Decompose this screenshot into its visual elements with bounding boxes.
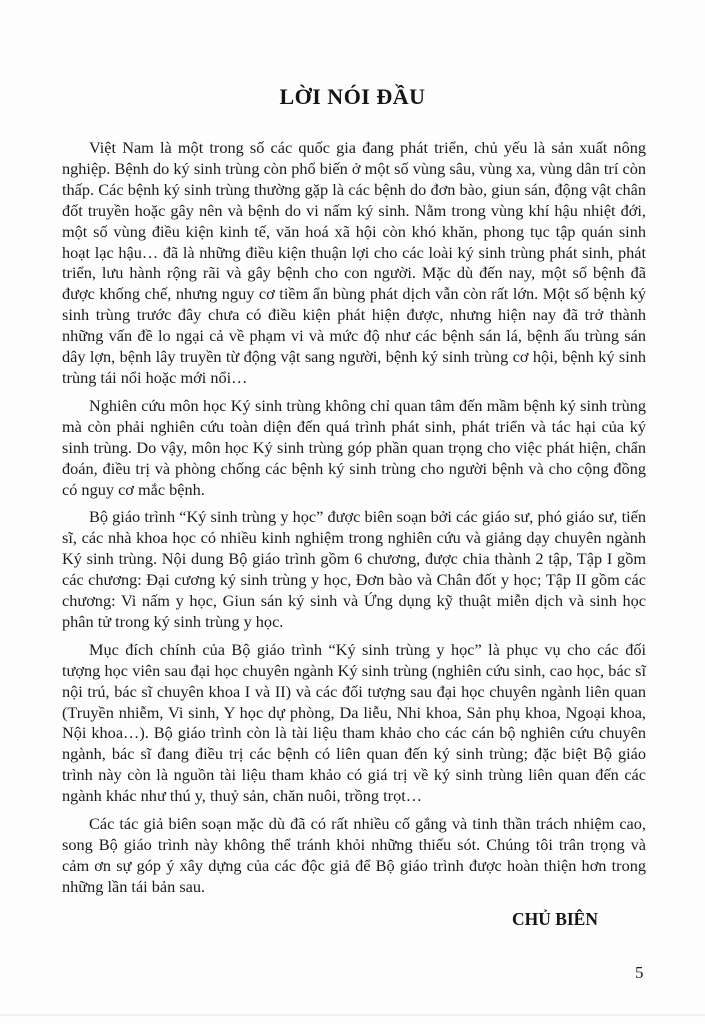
scan-bottom-edge bbox=[0, 1014, 705, 1016]
paragraph-closing: Các tác giả biên soạn mặc dù đã có rất nhiều cố gắng và tinh thần trách nhiệm cao, song Bộ giáo trình này không thể tránh khỏi những thiếu sót. Chúng tôi trân trọng và cảm ơn sự góp ý xây dựng của các độc giả để Bộ giáo trình được hoàn thiện hơn trong những lần tái bản sau. bbox=[62, 814, 646, 896]
page-number: 5 bbox=[635, 963, 644, 982]
paragraph-purpose: Mục đích chính của Bộ giáo trình “Ký sinh trùng y học” là phục vụ cho các đối tượng học viên sau đại học chuyên ngành Ký sinh trùng (nghiên cứu sinh, cao học, bác sĩ nội trú, bác sĩ chuyên khoa I và II) và các đối tượng sau đại học chuyên ngành liên quan (Truyền nhiễm, Vi sinh, Y học dự phòng, Da liễu, Nhi khoa, Sản phụ khoa, Ngoại khoa, Nội khoa…). Bộ giáo trình còn là tài liệu tham khảo cho các cán bộ nghiên cứu chuyên ngành, bác sĩ đang điều trị các bệnh có liên quan đến ký sinh trùng; đặc biệt Bộ giáo trình này còn là nguồn tài liệu tham khảo có giá trị về ký sinh trùng liên quan đến các ngành khác như thú y, thuỷ sản, chăn nuôi, trồng trọt… bbox=[62, 639, 646, 806]
signature-editor-in-chief: CHỦ BIÊN bbox=[511, 908, 598, 929]
paragraph-intro: Việt Nam là một trong số các quốc gia đang phát triển, chủ yếu là sản xuất nông nghiệp. Bệnh do ký sinh trùng còn phổ biến ở một số vùng sâu, vùng xa, vùng dân trí còn thấp. Các bệnh ký sinh trùng thường gặp là các bệnh do đơn bào, giun sán, động vật chân đốt truyền hoặc gây nên và bệnh do vi nấm ký sinh. Nằm trong vùng khí hậu nhiệt đới, một số vùng điều kiện kinh tế, văn hoá xã hội còn khó khăn, phong tục tập quán sinh hoạt lạc hậu… đã là những điều kiện thuận lợi cho các loài ký sinh trùng phát sinh, phát triển, lưu hành rộng rãi và gây bệnh cho con người. Mặc dù đến nay, một số bệnh đã được khống chế, nhưng nguy cơ tiềm ẩn bùng phát dịch vẫn còn rất lớn. Một số bệnh ký sinh trùng trước đây chưa có điều kiện phát hiện được, nhưng hiện nay đã trở thành những vấn đề lo ngại cả về phạm vi và mức độ như các bệnh sán lá, bệnh ấu trùng sán dây lợn, bệnh lây truyền từ động vật sang người, bệnh ký sinh trùng cơ hội, bệnh ký sinh trùng tái nổi hoặc mới nổi… bbox=[62, 138, 646, 387]
paragraph-textbook-structure: Bộ giáo trình “Ký sinh trùng y học” được biên soạn bởi các giáo sư, phó giáo sư, tiến sĩ, các nhà khoa học có nhiều kinh nghiệm trong nghiên cứu và giảng dạy chuyên ngành Ký sinh trùng. Nội dung Bộ giáo trình gồm 6 chương, được chia thành 2 tập, Tập I gồm các chương: Đại cương ký sinh trùng y học, Đơn bào và Chân đốt y học; Tập II gồm các chương: Vi nấm y học, Giun sán ký sinh và Ứng dụng kỹ thuật miễn dịch và sinh học phân tử trong ký sinh trùng y học. bbox=[62, 507, 646, 631]
paragraph-study-scope: Nghiên cứu môn học Ký sinh trùng không chỉ quan tâm đến mầm bệnh ký sinh trùng mà còn phải nghiên cứu toàn diện đến quá trình phát sinh, phát triển và tác hại của ký sinh trùng. Do vậy, môn học Ký sinh trùng góp phần quan trọng cho việc phát hiện, chẩn đoán, điều trị và phòng chống các bệnh ký sinh trùng cho người bệnh và cho cộng đồng có nguy cơ mắc bệnh. bbox=[62, 395, 646, 499]
page-title: LỜI NÓI ĐẦU bbox=[279, 84, 426, 109]
page-body bbox=[62, 138, 646, 898]
